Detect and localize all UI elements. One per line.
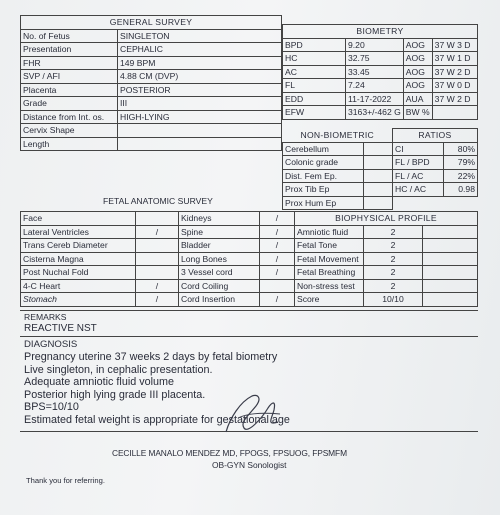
remarks-title: REMARKS — [24, 312, 67, 322]
fa-mark: / — [136, 225, 179, 239]
bio-label: EFW — [283, 106, 346, 120]
ratio-label: FL / AC — [393, 169, 444, 183]
nb-label: Prox Tib Ep — [283, 183, 364, 197]
fa-label: 3 Vessel cord — [179, 266, 260, 280]
ratio-value: 79% — [444, 156, 478, 170]
gs-value: CEPHALIC — [118, 43, 282, 57]
nb-value — [364, 196, 393, 210]
fa-label: 4-C Heart — [21, 279, 136, 293]
diagnosis-line: BPS=10/10 — [24, 401, 79, 414]
gs-value: 4.88 CM (DVP) — [118, 70, 282, 84]
bpp-empty — [423, 252, 478, 266]
ratio-empty — [393, 196, 444, 210]
signatory-title: OB-GYN Sonologist — [212, 460, 287, 470]
bio-aog: 37 W 0 D — [432, 79, 477, 93]
bio-aog-label: AOG — [403, 52, 432, 66]
bpp-value: 2 — [364, 252, 423, 266]
bpp-value: 10/10 — [364, 293, 423, 307]
bpp-value: 2 — [364, 225, 423, 239]
nb-label: Dist. Fem Ep. — [283, 169, 364, 183]
diagnosis-title: DIAGNOSIS — [24, 339, 78, 350]
fa-label: Lateral Ventricles — [21, 225, 136, 239]
bpp-label: Fetal Breathing — [295, 266, 364, 280]
bpp-value: 2 — [364, 279, 423, 293]
gs-label: Length — [21, 137, 118, 151]
fa-label: Bladder — [179, 239, 260, 253]
bpp-empty — [423, 266, 478, 280]
bpp-empty — [423, 279, 478, 293]
fa-mark — [136, 266, 179, 280]
nb-label: Prox Hum Ep — [283, 196, 364, 210]
nb-value — [364, 169, 393, 183]
ratios-title: RATIOS — [393, 129, 478, 143]
gs-label: FHR — [21, 56, 118, 70]
bio-aog-label: AUA — [403, 92, 432, 106]
diagnosis-line: Live singleton, in cephalic presentation. — [24, 363, 213, 376]
bio-label: FL — [283, 79, 346, 93]
bpp-empty — [423, 293, 478, 307]
diagnosis-line: Posterior high lying grade III placenta. — [24, 388, 206, 401]
bpp-label: Amniotic fluid — [295, 225, 364, 239]
gs-value — [118, 137, 282, 151]
bio-value: 11-17-2022 — [346, 92, 404, 106]
non-biometric-table — [282, 128, 478, 210]
gs-label: SVP / AFI — [21, 70, 118, 84]
nb-value — [364, 156, 393, 170]
bpp-label: Fetal Movement — [295, 252, 364, 266]
bpp-label: Non-stress test — [295, 279, 364, 293]
general-survey-title: GENERAL SURVEY — [21, 16, 282, 30]
bio-aog-label: AOG — [403, 38, 432, 52]
biometry-title: BIOMETRY — [283, 25, 478, 39]
bio-value: 9.20 — [346, 38, 404, 52]
diagnosis-line: Adequate amniotic fluid volume — [24, 376, 175, 389]
fa-mark: / — [260, 212, 295, 226]
diagnosis-line: Pregnancy uterine 37 weeks 2 days by fetal biometry — [24, 351, 278, 363]
fa-label: Cord Insertion — [179, 293, 260, 307]
fa-mark: / — [260, 252, 295, 266]
bpp-label: Score — [295, 293, 364, 307]
bio-label: BPD — [283, 38, 346, 52]
ratio-empty — [444, 196, 478, 210]
gs-value: III — [118, 97, 282, 111]
ratio-label: FL / BPD — [393, 156, 444, 170]
bio-value: 33.45 — [346, 65, 404, 79]
ratio-label: CI — [393, 142, 444, 156]
bpp-label: Fetal Tone — [295, 239, 364, 253]
bpp-empty — [423, 225, 478, 239]
nb-label: Colonic grade — [283, 156, 364, 170]
fa-mark: / — [136, 279, 179, 293]
bio-label: EDD — [283, 92, 346, 106]
bio-value: 32.75 — [346, 52, 404, 66]
gs-value: 149 BPM — [118, 56, 282, 70]
fa-label: Kidneys — [179, 212, 260, 226]
bio-value: 3163+/-462 G — [346, 106, 404, 120]
fa-label: Long Bones — [179, 252, 260, 266]
bio-label: AC — [283, 65, 346, 79]
nb-label: Cerebellum — [283, 142, 364, 156]
fetal-anatomic-title: FETAL ANATOMIC SURVEY — [103, 196, 213, 206]
fa-mark: / — [260, 225, 295, 239]
ratio-label: HC / AC — [393, 183, 444, 197]
fa-mark: / — [260, 293, 295, 307]
fa-mark: / — [260, 239, 295, 253]
bio-aog — [432, 106, 477, 120]
footer-note: Thank you for referring. — [26, 476, 105, 485]
bio-aog: 37 W 3 D — [432, 38, 477, 52]
bio-value: 7.24 — [346, 79, 404, 93]
fa-mark — [136, 212, 179, 226]
gs-label: Placenta — [21, 83, 118, 97]
fa-mark — [136, 252, 179, 266]
fa-mark: / — [260, 266, 295, 280]
ratio-value: 0.98 — [444, 183, 478, 197]
remarks-text: REACTIVE NST — [24, 323, 97, 334]
bio-label: HC — [283, 52, 346, 66]
bio-aog-label: BW % — [403, 106, 432, 120]
signature-scribble — [218, 388, 288, 438]
non-biometric-title: NON-BIOMETRIC — [283, 129, 393, 143]
bio-aog: 37 W 2 D — [432, 65, 477, 79]
ratio-value: 22% — [444, 169, 478, 183]
nb-value — [364, 183, 393, 197]
gs-label: Presentation — [21, 43, 118, 57]
gs-label: Cervix Shape — [21, 124, 118, 138]
ratio-value: 80% — [444, 142, 478, 156]
fa-label: Post Nuchal Fold — [21, 266, 136, 280]
fa-mark — [260, 279, 295, 293]
nb-value — [364, 142, 393, 156]
biometry-table — [282, 24, 478, 120]
gs-value: POSTERIOR — [118, 83, 282, 97]
gs-label: Distance from Int. os. — [21, 110, 118, 124]
signatory-name: CECILLE MANALO MENDEZ MD, FPOGS, FPSUOG, FPSMFM — [112, 448, 347, 458]
fa-label: Spine — [179, 225, 260, 239]
anatomic-biophysical-table — [20, 211, 478, 307]
fa-label: Face — [21, 212, 136, 226]
bio-aog: 37 W 1 D — [432, 52, 477, 66]
bio-aog: 37 W 2 D — [432, 92, 477, 106]
divider — [20, 336, 478, 337]
gs-label: No. of Fetus — [21, 29, 118, 43]
fa-label: Stomach — [21, 293, 136, 307]
bpp-empty — [423, 239, 478, 253]
fa-mark: / — [136, 293, 179, 307]
fa-label: Cord Coiling — [179, 279, 260, 293]
fa-label: Trans Cereb Diameter — [21, 239, 136, 253]
gs-value — [118, 124, 282, 138]
fa-label: Cisterna Magna — [21, 252, 136, 266]
bpp-value: 2 — [364, 239, 423, 253]
bio-aog-label: AOG — [403, 79, 432, 93]
divider — [20, 310, 478, 311]
biophysical-title: BIOPHYSICAL PROFILE — [295, 212, 478, 226]
general-survey-table — [20, 15, 282, 151]
gs-value: SINGLETON — [118, 29, 282, 43]
fa-mark — [136, 239, 179, 253]
gs-value: HIGH-LYING — [118, 110, 282, 124]
bpp-value: 2 — [364, 266, 423, 280]
gs-label: Grade — [21, 97, 118, 111]
bio-aog-label: AOG — [403, 65, 432, 79]
diagnosis-line: Estimated fetal weight is appropriate for gestational age — [24, 413, 290, 426]
